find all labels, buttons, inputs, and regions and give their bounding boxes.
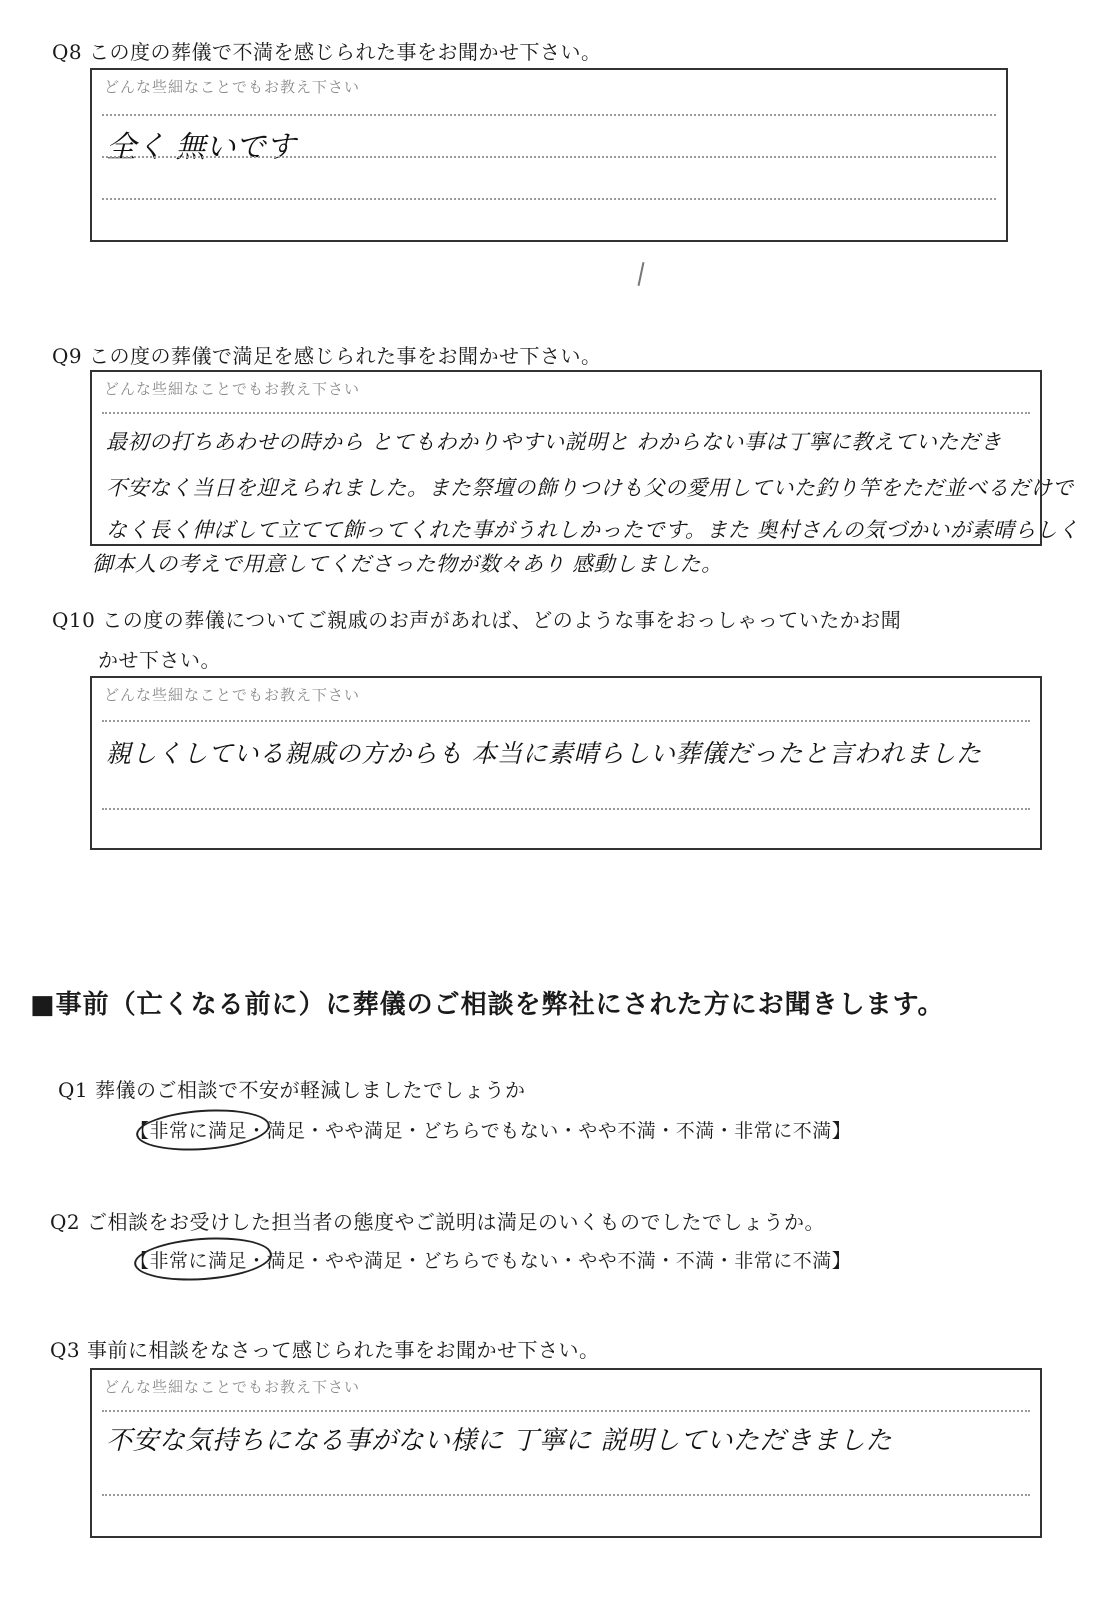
q9-answer-line-2: 不安なく当日を迎えられました。また祭壇の飾りつけも父の愛用していた釣り竿をただ並べるだけで xyxy=(106,476,1074,500)
q9-answer-box[interactable] xyxy=(90,370,1079,546)
q3-hint: どんな些細なことでもお教え下さい xyxy=(104,1378,361,1396)
q2-label: Q2 ご相談をお受けした担当者の態度やご説明は満足のいくものでしたでしょうか。 xyxy=(50,1210,825,1234)
q10-label-line-2: かせ下さい。 xyxy=(98,648,221,672)
q9-answer-line-1: 最初の打ちあわせの時から とてもわかりやすい説明と わからない事は丁寧に教えていただき xyxy=(106,430,1002,454)
q10-dotline-2 xyxy=(102,808,1030,810)
q2-choices: 【非常に満足・満足・やや満足・どちらでもない・やや不満・不満・非常に不満】 xyxy=(130,1250,852,1272)
q8-dotline-2 xyxy=(102,156,996,158)
stray-pen-mark xyxy=(638,262,645,286)
q10-hint: どんな些細なことでもお教え下さい xyxy=(104,686,361,704)
q8-label: Q8 この度の葬儀で不満を感じられた事をお聞かせ下さい。 xyxy=(52,40,602,64)
q9-dotline-1 xyxy=(102,412,1030,414)
q10-answer-line-1: 親しくしている親戚の方からも 本当に素晴らしい葬儀だったと言われました xyxy=(106,739,982,768)
q9-answer-line-3: なく長く伸ばして立てて飾ってくれた事がうれしかったです。また 奥村さんの気づかいが素晴らしく xyxy=(106,518,1079,542)
q9-hint: どんな些細なことでもお教え下さい xyxy=(104,380,361,398)
q8-hint: どんな些細なことでもお教え下さい xyxy=(104,78,361,96)
q10-answer-box[interactable] xyxy=(90,676,1042,850)
q8-answer-box[interactable] xyxy=(90,68,1008,242)
q3-dotline-2 xyxy=(102,1494,1030,1496)
q8-dotline-3 xyxy=(102,198,996,200)
q9-answer-line-4: 御本人の考えで用意してくださった物が数々あり 感動しました。 xyxy=(92,552,723,576)
q3-answer-box[interactable] xyxy=(90,1368,1042,1538)
q1-selected-circle xyxy=(135,1105,271,1154)
q1-choices: 【非常に満足・満足・やや満足・どちらでもない・やや不満・不満・非常に不満】 xyxy=(130,1120,852,1142)
section-heading: ■事前（亡くなる前に）に葬儀のご相談を弊社にされた方にお聞きします。 xyxy=(30,990,945,1020)
q3-label: Q3 事前に相談をなさって感じられた事をお聞かせ下さい。 xyxy=(50,1338,600,1362)
q8-dotline-1 xyxy=(102,114,996,116)
q3-answer-line-1: 不安な気持ちになる事がない様に 丁寧に 説明していただきました xyxy=(106,1426,893,1456)
q8-answer-line-1: 全く 無いです xyxy=(106,130,296,165)
q1-label: Q1 葬儀のご相談で不安が軽減しましたでしょうか xyxy=(58,1078,526,1102)
q3-dotline-1 xyxy=(102,1410,1030,1412)
q9-label: Q9 この度の葬儀で満足を感じられた事をお聞かせ下さい。 xyxy=(52,344,602,368)
q2-selected-circle xyxy=(133,1233,274,1285)
q10-dotline-1 xyxy=(102,720,1030,722)
q10-label-line-1: Q10 この度の葬儀についてご親戚のお声があれば、どのような事をおっしゃっていたかお聞 xyxy=(52,608,902,632)
